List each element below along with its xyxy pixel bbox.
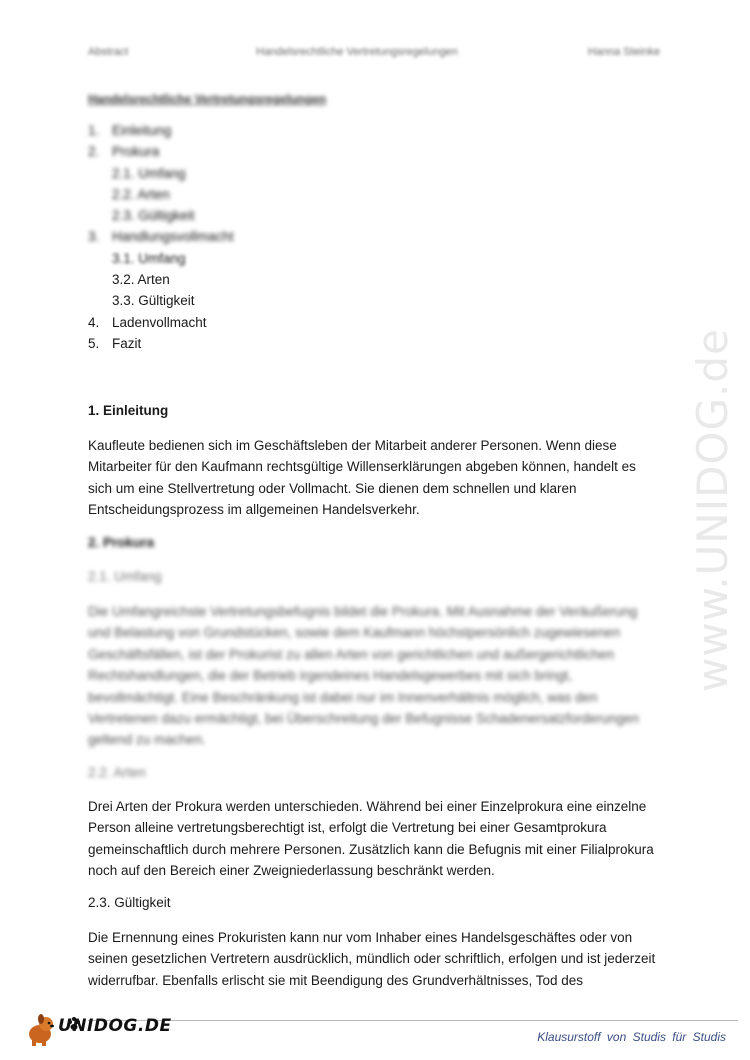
page-header <box>88 46 660 62</box>
toc-item-5: 5. Fazit <box>88 335 142 351</box>
footer-tagline: Klausurstoff von Studis für Studis <box>537 1030 726 1044</box>
header-left: Abstract <box>88 46 129 58</box>
table-of-contents <box>88 120 488 354</box>
subsection-heading-arten: 2.2. Arten <box>88 765 146 780</box>
subsection-heading-gueltigkeit: 2.3. Gültigkeit <box>88 895 171 910</box>
logo-text: UNIDOG.DE <box>58 1016 172 1036</box>
toc-item-2: 2. Prokura <box>88 144 160 160</box>
paragraph-umfang: Die Umfangreichste Vertretungsbefugnis bildet die Prokura. Mit Ausnahme der Veräußerung und Belastung von Grundstücken, sowie dem Kaufmann höchstpersönlich zugewiesenen Geschäftsfällen, ist der Prokurist zu allen Arten von gerichtlichen und außergerichtlichen Rechtshandlungen, die der Betrieb irgendeines Handelsgewerbes mit sich bringt, bevollmächtigt. Eine Beschränkung ist dabei nur im Innenverhältnis möglich, was den Vertretenen dazu ermächtigt, bei Überschreitung der Befugnisse Schadenersatzforderungen geltend zu machen. <box>88 604 639 748</box>
toc-item-3-3: 3.3. Gültigkeit <box>112 293 195 309</box>
header-right: Hanna Steinke <box>587 46 660 58</box>
toc-item-3-2: 3.2. Arten <box>112 272 170 288</box>
section-heading-einleitung: 1. Einleitung <box>88 403 169 418</box>
footer-divider <box>88 1020 738 1021</box>
toc-item-4: 4. Ladenvollmacht <box>88 314 207 330</box>
paragraph-arten: Drei Arten der Prokura werden unterschieden. Während bei einer Einzelprokura eine einzelne Person alleine vertretungsberechtigt ist, erfolgt die Vertretung bei einer Gesamtprokura gemeinschaftlich durch mehrere Personen. Zusätzlich kann die Befugnis mit einer Filialprokura noch auf den Bereich einer Zweigniederlassung beschränkt werden. <box>88 799 654 879</box>
paragraph-einleitung: Kaufleute bedienen sich im Geschäftsleben der Mitarbeit anderer Personen. Wenn diese Mitarbeiter für den Kaufmann rechtsgültige Willenserklärungen abgeben können, handelt es sich um eine Stellvertretung oder Vollmacht. Sie dienen dem schnellen und klaren Entscheidungsprozess im allgemeinen Handelsverkehr. <box>88 438 636 518</box>
section-heading-prokura: 2. Prokura <box>88 535 155 550</box>
toc-item-2-3: 2.3. Gültigkeit <box>112 208 195 224</box>
subsection-heading-umfang: 2.1. Umfang <box>88 569 162 584</box>
toc-item-3: 3. Handlungsvollmacht <box>88 229 234 245</box>
document-title: Handelsrechtliche Vertretungsregelungen <box>88 92 327 106</box>
toc-item-3-1: 3.1. Umfang <box>112 250 186 266</box>
toc-item-2-2: 2.2. Arten <box>112 186 170 202</box>
header-center: Handelsrechtliche Vertretungsregelungen <box>256 46 458 58</box>
toc-item-1: 1. Einleitung <box>88 123 172 138</box>
watermark-text: www.UNIDOG.de <box>688 328 737 692</box>
toc-item-2-1: 2.1. Umfang <box>112 165 186 181</box>
paragraph-gueltigkeit: Die Ernennung eines Prokuristen kann nur vom Inhaber eines Handelsgeschäftes oder von seinen gesetzlichen Vertretern ausdrücklich, mündlich oder schriftlich, erfolgen und ist jederzeit widerrufbar. Ebenfalls erlischt sie mit Beendigung des Grundverhältnisses, Tod des <box>88 930 656 988</box>
